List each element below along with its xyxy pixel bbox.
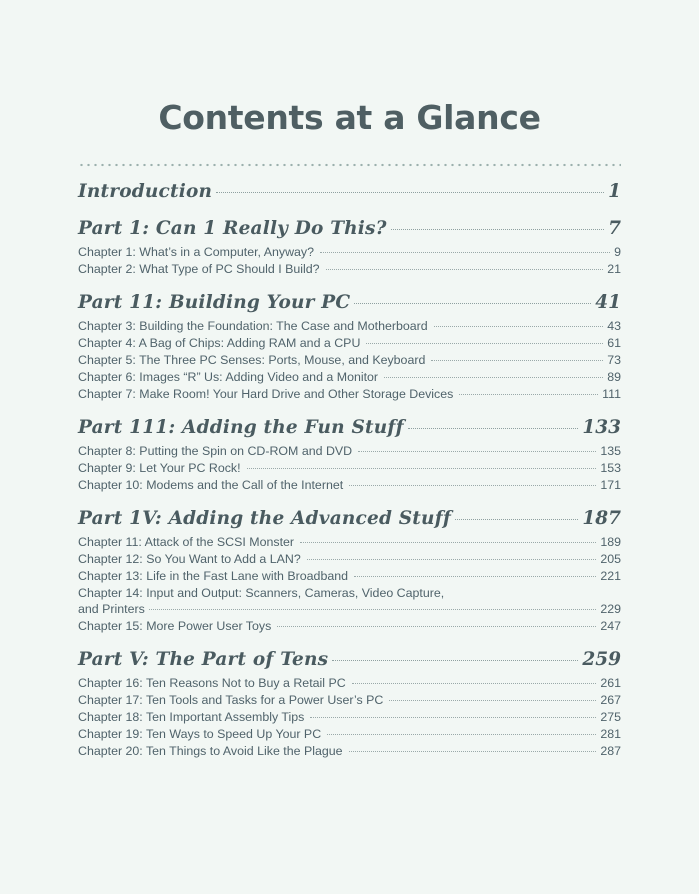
toc-chapter-page-number: 89 [607,370,621,384]
toc-chapter-page-number: 43 [607,319,621,333]
toc-chapter-page-number: 189 [600,535,621,549]
toc-chapter-label: Chapter 16: Ten Reasons Not to Buy a Retail PC [78,676,346,690]
toc-part-4-row[interactable] [78,508,621,529]
toc-chapter-page-number: 205 [600,552,621,566]
toc-chapter-label: Chapter 18: Ten Important Assembly Tips [78,710,305,724]
toc-part-5-row[interactable] [78,649,621,670]
dot-leader [307,559,597,560]
toc-part-4-page-number: 187 [582,508,621,529]
toc-chapter-page-number: 275 [600,710,621,724]
toc-chapter-page-number: 61 [607,336,621,350]
toc-chapter-label: Chapter 2: What Type of PC Should I Build? [78,262,320,276]
toc-chapter-label: Chapter 17: Ten Tools and Tasks for a Power User’s PC [78,693,384,707]
toc-chapter-label: Chapter 4: A Bag of Chips: Adding RAM and a CPU [78,336,361,350]
dot-leader [358,451,596,452]
toc-part-4-chapters [78,535,621,633]
page-title: Contents at a Glance [158,98,541,137]
toc-chapter-label: Chapter 11: Attack of the SCSI Monster [78,535,295,549]
toc-part-1-label: Part 1: Can 1 Really Do This? [78,218,387,239]
toc-chapter-label: Chapter 12: So You Want to Add a LAN? [78,552,301,566]
toc-chapter-label: Chapter 20: Ten Things to Avoid Like the Plague [78,744,343,758]
toc-chapter-label: Chapter 10: Modems and the Call of the Internet [78,478,344,492]
toc-part-3-chapters [78,444,621,492]
toc-chapter-row[interactable] [78,744,621,758]
toc-chapter-row[interactable] [78,319,621,333]
dot-leader [349,485,596,486]
toc-chapter-row[interactable] [78,461,621,475]
dot-leader [349,751,597,752]
dot-leader [300,542,596,543]
toc-chapter-row[interactable] [78,676,621,690]
toc-introduction-row[interactable] [78,181,621,202]
toc-chapter-page-number: 221 [600,569,621,583]
toc-chapter-page-number: 247 [600,619,621,633]
dot-leader [149,609,597,610]
toc-part-2-page-number: 41 [595,292,621,313]
decorative-dotted-rule [78,163,621,167]
dot-leader [354,576,596,577]
toc-chapter-label-continued-line [78,602,621,616]
toc-part-1-page-number: 7 [608,218,621,239]
toc-chapter-label: Chapter 7: Make Room! Your Hard Drive and Other Storage Devices [78,387,454,401]
toc-chapter-label-continued: and Printers [78,602,145,616]
toc-chapter-label: Chapter 9: Let Your PC Rock! [78,461,241,475]
toc-chapter-row[interactable] [78,353,621,367]
toc-chapter-page-number: 229 [600,602,621,616]
toc-chapter-label: Chapter 15: More Power User Toys [78,619,272,633]
toc-chapter-row[interactable] [78,727,621,741]
table-of-contents [78,181,621,758]
toc-chapter-page-number: 9 [614,245,621,259]
toc-chapter-label: Chapter 5: The Three PC Senses: Ports, Mouse, and Keyboard [78,353,426,367]
dot-leader [332,660,578,661]
toc-chapter-label: Chapter 8: Putting the Spin on CD-ROM and DVD [78,444,353,458]
toc-part-5-chapters [78,676,621,758]
toc-chapter-row[interactable] [78,619,621,633]
toc-chapter-label: Chapter 3: Building the Foundation: The Case and Motherboard [78,319,428,333]
toc-chapter-row[interactable] [78,262,621,276]
toc-part-5-page-number: 259 [582,649,621,670]
toc-part-3-page-number: 133 [582,417,621,438]
toc-chapter-row[interactable] [78,387,621,401]
toc-chapter-label: Chapter 14: Input and Output: Scanners, Cameras, Video Capture, [78,586,445,600]
dot-leader [391,229,604,230]
dot-leader [310,717,596,718]
dot-leader [247,468,597,469]
toc-chapter-label: Chapter 1: What’s in a Computer, Anyway? [78,245,315,259]
dot-leader [354,303,591,304]
toc-part-3-label: Part 111: Adding the Fun Stuff [78,417,404,438]
toc-part-5-label: Part V: The Part of Tens [78,649,329,670]
dot-leader [431,360,603,361]
toc-part-2-chapters [78,319,621,401]
dot-leader [434,326,604,327]
toc-chapter-row[interactable] [78,336,621,350]
dot-leader [408,428,579,429]
toc-part-2-row[interactable] [78,292,621,313]
toc-chapter-row[interactable] [78,710,621,724]
toc-chapter-label: Chapter 19: Ten Ways to Speed Up Your PC [78,727,322,741]
toc-chapter-row[interactable] [78,693,621,707]
toc-chapter-row[interactable] [78,535,621,549]
toc-chapter-label: Chapter 13: Life in the Fast Lane with Broadband [78,569,349,583]
dot-leader [327,734,596,735]
toc-part-1-row[interactable] [78,218,621,239]
toc-chapter-row[interactable] [78,478,621,492]
toc-part-3-row[interactable] [78,417,621,438]
toc-chapter-page-number: 73 [607,353,621,367]
toc-part-2-label: Part 11: Building Your PC [78,292,351,313]
dot-leader [384,377,603,378]
toc-part-1-chapters [78,245,621,276]
toc-chapter-page-number: 287 [600,744,621,758]
dot-leader [455,519,578,520]
dot-leader [389,700,596,701]
toc-introduction-label: Introduction [78,181,213,202]
toc-chapter-row[interactable] [78,444,621,458]
toc-chapter-page-number: 153 [600,461,621,475]
dot-leader [366,343,603,344]
toc-chapter-row[interactable] [78,569,621,583]
toc-introduction-page-number: 1 [608,181,621,202]
toc-chapter-row[interactable] [78,586,621,616]
dot-leader [216,192,604,193]
toc-chapter-page-number: 135 [600,444,621,458]
toc-part-4-label: Part 1V: Adding the Advanced Stuff [78,508,452,529]
dot-leader [459,394,598,395]
dot-leader [352,683,597,684]
toc-chapter-page-number: 111 [602,387,621,401]
dot-leader [320,252,610,253]
toc-chapter-row[interactable] [78,552,621,566]
toc-chapter-page-number: 21 [607,262,621,276]
toc-chapter-page-number: 171 [600,478,621,492]
toc-chapter-page-number: 267 [600,693,621,707]
dot-leader [326,269,604,270]
toc-chapter-row[interactable] [78,245,621,259]
dot-leader [277,626,596,627]
toc-chapter-page-number: 261 [600,676,621,690]
toc-chapter-label: Chapter 6: Images “R” Us: Adding Video and a Monitor [78,370,379,384]
toc-chapter-page-number: 281 [600,727,621,741]
toc-chapter-row[interactable] [78,370,621,384]
